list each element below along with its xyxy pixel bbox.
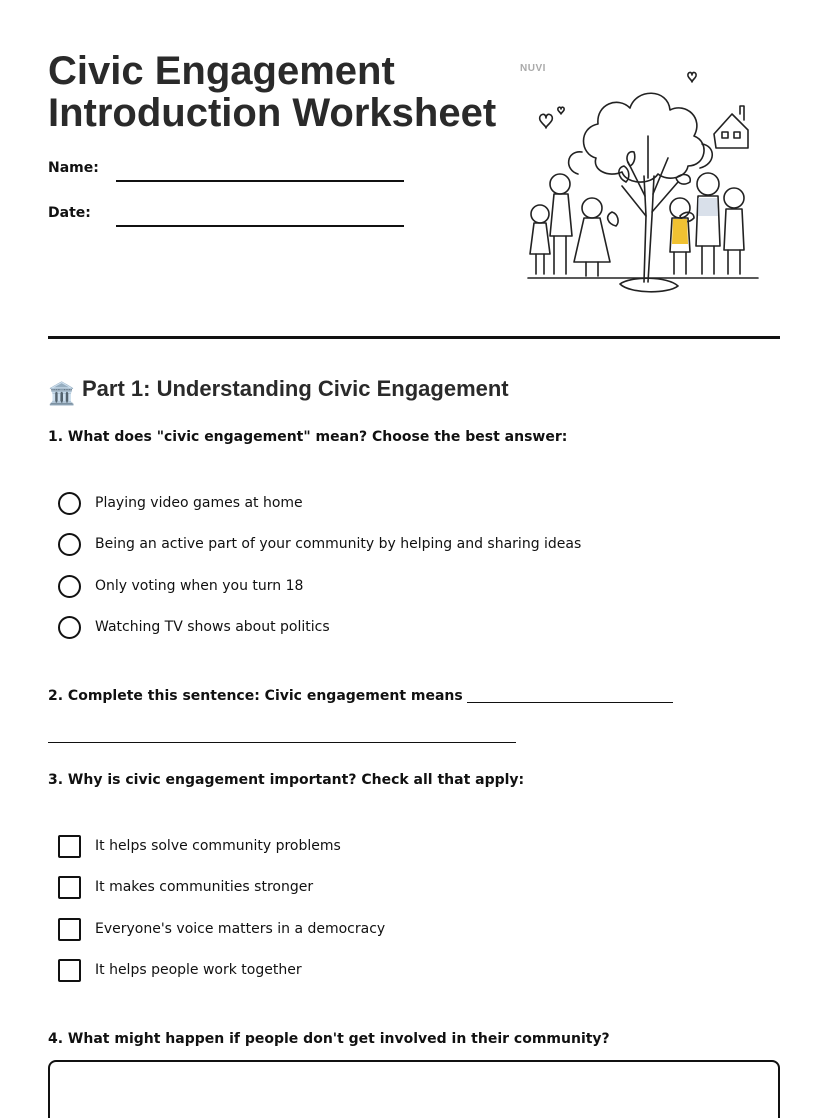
question-1: 1. What does "civic engagement" mean? Choose the best answer: [48, 429, 568, 445]
section-heading-text: Part 1: Understanding Civic Engagement [82, 376, 509, 401]
checkbox[interactable] [58, 918, 81, 941]
date-line[interactable] [116, 225, 404, 227]
radio-option-label: Being an active part of your community by helping and sharing ideas [95, 536, 582, 552]
title-line-1: Civic Engagement [48, 49, 395, 93]
question-4: 4. What might happen if people don't get involved in their community? [48, 1031, 610, 1047]
brand-logo: NUVI [520, 63, 546, 74]
question-2-text: 2. Complete this sentence: Civic engagement means [48, 688, 463, 704]
question-3: 3. Why is civic engagement important? Check all that apply: [48, 772, 525, 788]
checkbox-option-label: Everyone's voice matters in a democracy [95, 921, 386, 937]
name-line[interactable] [116, 180, 404, 182]
question-2 [48, 688, 673, 704]
radio-circle[interactable] [58, 575, 81, 598]
name-label: Name: [48, 160, 99, 176]
worksheet-page [48, 0, 780, 1118]
answer-line[interactable] [48, 742, 516, 743]
checkbox[interactable] [58, 959, 81, 982]
radio-circle[interactable] [58, 533, 81, 556]
worksheet-title [48, 50, 508, 134]
answer-box[interactable] [48, 1060, 780, 1118]
radio-option-label: Watching TV shows about politics [95, 619, 330, 635]
checkbox-option-label: It helps people work together [95, 962, 302, 978]
radio-circle[interactable] [58, 616, 81, 639]
radio-circle[interactable] [58, 492, 81, 515]
radio-option-label: Only voting when you turn 18 [95, 578, 304, 594]
classical-building-icon: 🏛️ [48, 381, 76, 406]
checkbox[interactable] [58, 876, 81, 899]
sentence-blank-line[interactable] [467, 702, 673, 703]
date-label: Date: [48, 205, 91, 221]
checkbox-option-label: It makes communities stronger [95, 879, 314, 895]
header-divider [48, 336, 780, 339]
children-planting-tree-illustration [518, 66, 768, 298]
checkbox-option-label: It helps solve community problems [95, 838, 341, 854]
section-heading-part-1 [48, 375, 509, 408]
checkbox[interactable] [58, 835, 81, 858]
radio-option-label: Playing video games at home [95, 495, 303, 511]
title-line-2: Introduction Worksheet [48, 91, 497, 135]
